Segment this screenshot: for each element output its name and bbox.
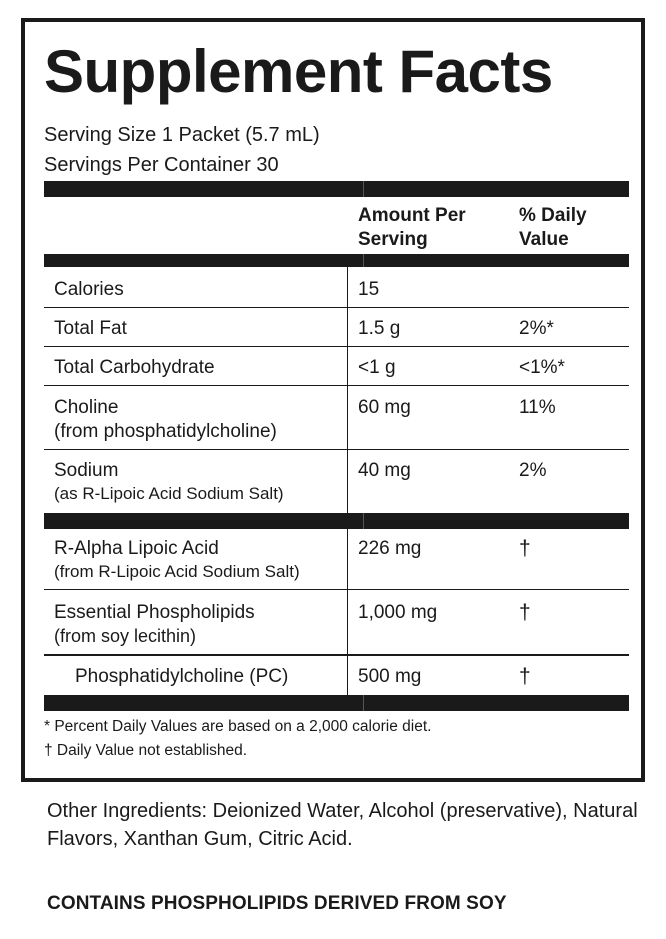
header-amount-per-serving — [358, 204, 466, 253]
row-phosphatidylcholine-name: Phosphatidylcholine (PC) — [75, 666, 289, 687]
row-total-fat-name: Total Fat — [54, 318, 127, 339]
row-essential-phospholipids-source: (from soy lecithin) — [54, 625, 197, 646]
row-choline-name — [54, 396, 277, 444]
row-essential-phospholipids-label: Essential Phospholipids — [54, 602, 255, 623]
footer-bar — [44, 695, 629, 711]
row-essential-phospholipids-dv: † — [519, 601, 531, 624]
row-choline-dv: 11% — [519, 397, 556, 418]
section-bar — [44, 513, 629, 529]
supplement-facts-panel — [21, 18, 645, 782]
header-dv-line2: Value — [519, 229, 569, 251]
row-phosphatidylcholine-dv: † — [519, 665, 531, 688]
row-sodium-dv: 2% — [519, 460, 547, 481]
row-choline-label: Choline — [54, 397, 119, 418]
column-divider-lower — [347, 529, 348, 695]
row-phosphatidylcholine-amount: 500 mg — [358, 666, 422, 687]
row-sodium-source: (as R-Lipoic Acid Sodium Salt) — [54, 483, 284, 503]
row-r-alpha-lipoic-acid-label: R-Alpha Lipoic Acid — [54, 538, 219, 559]
row-divider — [44, 654, 629, 656]
footnote-dagger: † Daily Value not established. — [44, 742, 248, 759]
row-r-alpha-lipoic-acid-dv: † — [519, 537, 531, 560]
row-total-fat-dv: 2%* — [519, 318, 554, 339]
row-total-carbohydrate-name: Total Carbohydrate — [54, 357, 215, 378]
row-total-fat-amount: 1.5 g — [358, 318, 401, 339]
row-total-carbohydrate-amount: <1 g — [358, 357, 396, 378]
row-choline-amount: 60 mg — [358, 397, 411, 418]
row-sodium-amount: 40 mg — [358, 460, 411, 481]
row-sodium-name — [54, 459, 284, 505]
row-essential-phospholipids-name — [54, 601, 255, 648]
row-divider — [44, 385, 629, 386]
footnote-daily-values: * Percent Daily Values are based on a 2,000 calorie diet. — [44, 718, 432, 735]
row-calories-amount: 15 — [358, 279, 380, 300]
row-calories-name: Calories — [54, 279, 124, 300]
header-daily-value — [519, 204, 587, 253]
header-amount-line1: Amount Per — [358, 205, 466, 226]
header-bar-bottom — [44, 254, 629, 267]
row-divider — [44, 346, 629, 347]
row-choline-source: (from phosphatidylcholine) — [54, 420, 277, 442]
row-divider — [44, 307, 629, 308]
allergen-statement: CONTAINS PHOSPHOLIPIDS DERIVED FROM SOY — [47, 893, 507, 914]
serving-size: Serving Size 1 Packet (5.7 mL) — [44, 124, 320, 146]
row-divider — [44, 589, 629, 590]
row-r-alpha-lipoic-acid-source: (from R-Lipoic Acid Sodium Salt) — [54, 561, 300, 581]
row-total-carbohydrate-dv: <1%* — [519, 357, 565, 378]
row-r-alpha-lipoic-acid-name — [54, 537, 300, 583]
servings-per-container: Servings Per Container 30 — [44, 154, 279, 176]
other-ingredients: Other Ingredients: Deionized Water, Alcohol (preservative), Natural Flavors, Xanthan Gum, Citric Acid. — [47, 800, 638, 850]
row-r-alpha-lipoic-acid-amount: 226 mg — [358, 538, 422, 559]
row-essential-phospholipids-amount: 1,000 mg — [358, 602, 438, 623]
row-divider — [44, 449, 629, 450]
column-divider-upper — [347, 267, 348, 513]
row-sodium-label: Sodium — [54, 460, 119, 481]
header-bar-top — [44, 181, 629, 197]
header-dv-line1: % Daily — [519, 205, 587, 226]
header-amount-line2: Serving — [358, 229, 428, 251]
panel-title: Supplement Facts — [44, 38, 553, 105]
